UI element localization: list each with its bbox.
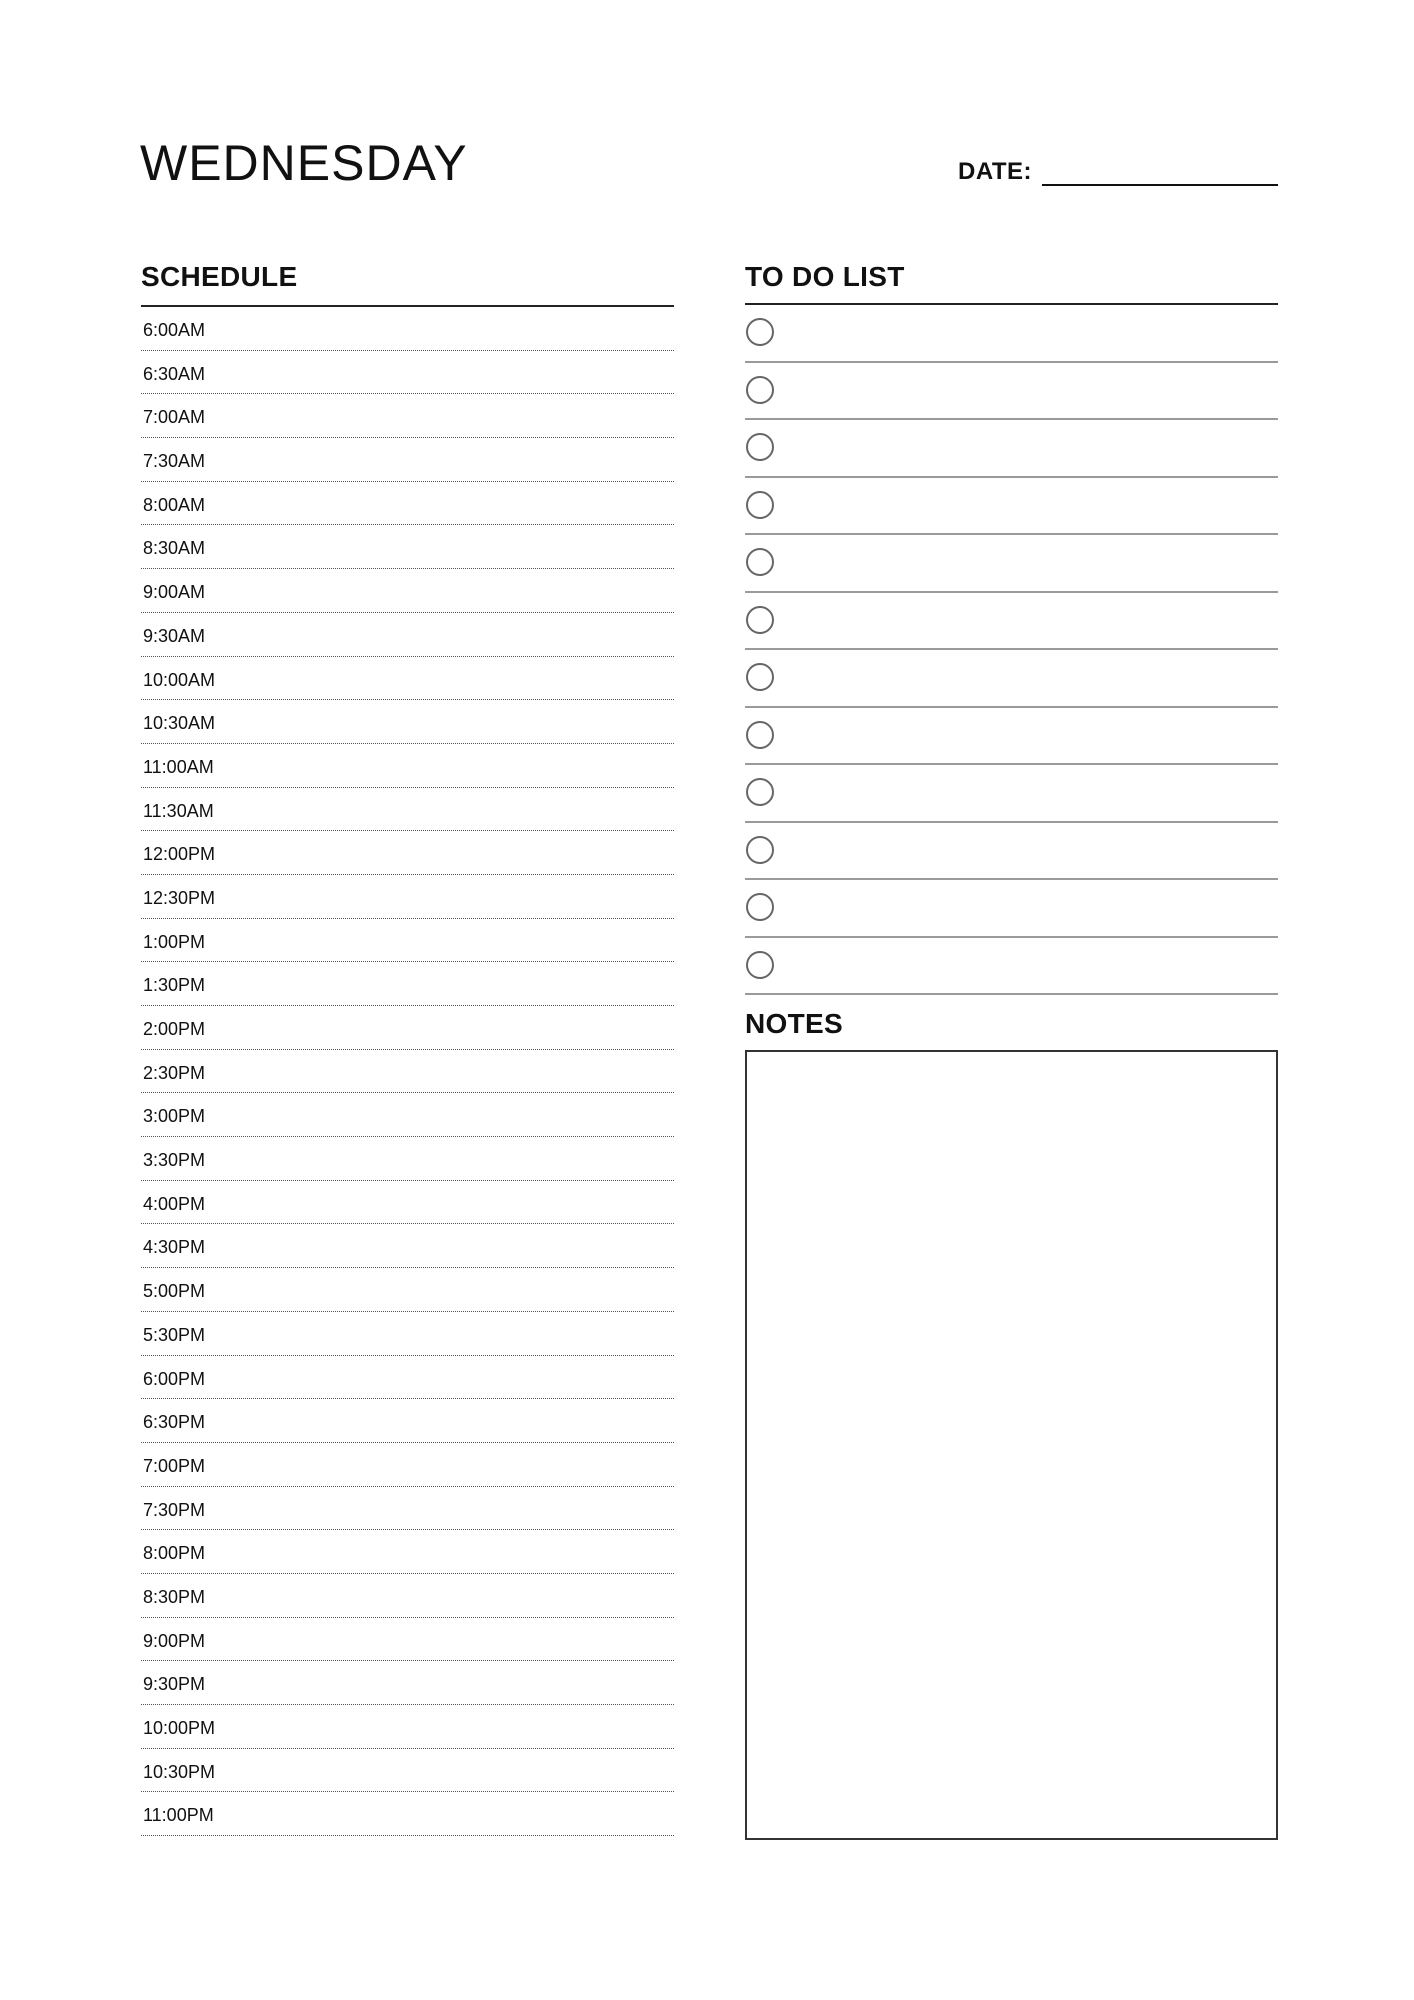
circle-checkbox-icon[interactable]: [746, 433, 774, 461]
circle-checkbox-icon[interactable]: [746, 548, 774, 576]
schedule-time-label: 12:30PM: [143, 887, 216, 908]
schedule-slot[interactable]: [141, 744, 674, 788]
todo-item[interactable]: [745, 938, 1278, 996]
schedule-slot[interactable]: [141, 1705, 674, 1749]
todo-item[interactable]: [745, 305, 1278, 363]
todo-item[interactable]: [745, 708, 1278, 766]
schedule-time-label: 10:30PM: [143, 1761, 216, 1782]
schedule-time-label: 11:00AM: [143, 756, 214, 777]
schedule-time-label: 2:30PM: [143, 1062, 206, 1083]
schedule-time-label: 4:30PM: [143, 1237, 206, 1258]
schedule-slot[interactable]: [141, 307, 674, 351]
schedule-time-label: 9:30PM: [143, 1674, 206, 1695]
schedule-slot[interactable]: [141, 1661, 674, 1705]
notes-title: NOTES: [745, 1008, 843, 1039]
todo-item[interactable]: [745, 363, 1278, 421]
schedule-slot[interactable]: [141, 525, 674, 569]
schedule-time-label: 1:30PM: [143, 975, 206, 996]
schedule-slot[interactable]: [141, 569, 674, 613]
schedule-time-label: 11:30AM: [143, 800, 214, 821]
schedule-slot[interactable]: [141, 1006, 674, 1050]
circle-checkbox-icon[interactable]: [746, 836, 774, 864]
schedule-time-label: 1:00PM: [143, 931, 206, 952]
schedule-time-label: 11:00PM: [143, 1805, 214, 1826]
schedule-time-label: 7:00AM: [143, 407, 206, 428]
schedule-slot[interactable]: [141, 438, 674, 482]
circle-checkbox-icon[interactable]: [746, 491, 774, 519]
schedule-slot[interactable]: [141, 1268, 674, 1312]
schedule-slot[interactable]: [141, 1356, 674, 1400]
schedule-slot[interactable]: [141, 700, 674, 744]
circle-checkbox-icon[interactable]: [746, 778, 774, 806]
page-title: WEDNESDAY: [140, 135, 468, 191]
schedule-slot[interactable]: [141, 657, 674, 701]
circle-checkbox-icon[interactable]: [746, 606, 774, 634]
schedule-time-label: 8:30AM: [143, 538, 206, 559]
schedule-time-label: 7:30AM: [143, 451, 206, 472]
schedule-time-label: 10:00PM: [143, 1718, 216, 1738]
todo-list: [745, 303, 1278, 995]
schedule-time-label: 9:00AM: [143, 582, 206, 603]
schedule-slot[interactable]: [141, 788, 674, 832]
schedule-time-label: 7:30PM: [143, 1499, 206, 1520]
schedule-time-label: 4:00PM: [143, 1193, 206, 1214]
schedule-time-label: 5:00PM: [143, 1281, 206, 1302]
todo-item[interactable]: [745, 593, 1278, 651]
schedule-time-label: 2:00PM: [143, 1019, 206, 1039]
schedule-time-label: 10:00AM: [143, 669, 216, 690]
circle-checkbox-icon[interactable]: [746, 663, 774, 691]
schedule-slot[interactable]: [141, 1618, 674, 1662]
date-input-line[interactable]: [1042, 184, 1278, 186]
date-label: DATE:: [958, 158, 1033, 185]
schedule-slot[interactable]: [141, 875, 674, 919]
todo-title: TO DO LIST: [745, 261, 905, 292]
schedule-time-label: 8:30PM: [143, 1586, 206, 1607]
todo-item[interactable]: [745, 478, 1278, 536]
todo-item[interactable]: [745, 535, 1278, 593]
schedule-slot[interactable]: [141, 1487, 674, 1531]
schedule-slot[interactable]: [141, 1443, 674, 1487]
schedule-slot[interactable]: [141, 394, 674, 438]
date-field: [958, 156, 1278, 190]
circle-checkbox-icon[interactable]: [746, 951, 774, 979]
schedule-slot[interactable]: [141, 919, 674, 963]
todo-item[interactable]: [745, 420, 1278, 478]
schedule-slot[interactable]: [141, 1224, 674, 1268]
schedule-slot[interactable]: [141, 1399, 674, 1443]
circle-checkbox-icon[interactable]: [746, 721, 774, 749]
schedule-slot[interactable]: [141, 1181, 674, 1225]
schedule-time-label: 3:00PM: [143, 1106, 206, 1127]
schedule-title: SCHEDULE: [141, 261, 298, 292]
todo-item[interactable]: [745, 650, 1278, 708]
schedule-slot[interactable]: [141, 962, 674, 1006]
schedule-time-label: 7:00PM: [143, 1455, 206, 1476]
schedule-time-label: 6:00AM: [143, 320, 206, 340]
schedule-list: [141, 305, 674, 1836]
schedule-slot[interactable]: [141, 1050, 674, 1094]
schedule-time-label: 6:30AM: [143, 363, 206, 384]
schedule-slot[interactable]: [141, 613, 674, 657]
schedule-slot[interactable]: [141, 1530, 674, 1574]
schedule-time-label: 3:30PM: [143, 1150, 206, 1171]
schedule-slot[interactable]: [141, 1749, 674, 1793]
schedule-time-label: 5:30PM: [143, 1324, 206, 1345]
schedule-time-label: 9:00PM: [143, 1630, 206, 1651]
schedule-slot[interactable]: [141, 351, 674, 395]
schedule-slot[interactable]: [141, 1093, 674, 1137]
schedule-slot[interactable]: [141, 482, 674, 526]
schedule-slot[interactable]: [141, 1574, 674, 1618]
schedule-time-label: 8:00AM: [143, 494, 206, 515]
circle-checkbox-icon[interactable]: [746, 893, 774, 921]
schedule-time-label: 8:00PM: [143, 1543, 206, 1564]
todo-item[interactable]: [745, 880, 1278, 938]
notes-box[interactable]: [745, 1050, 1278, 1840]
schedule-time-label: 6:30PM: [143, 1412, 206, 1433]
circle-checkbox-icon[interactable]: [746, 376, 774, 404]
schedule-slot[interactable]: [141, 1792, 674, 1836]
schedule-time-label: 9:30AM: [143, 625, 206, 646]
todo-item[interactable]: [745, 823, 1278, 881]
schedule-slot[interactable]: [141, 1312, 674, 1356]
todo-item[interactable]: [745, 765, 1278, 823]
schedule-time-label: 10:30AM: [143, 713, 216, 734]
schedule-slot[interactable]: [141, 831, 674, 875]
schedule-time-label: 12:00PM: [143, 844, 216, 865]
circle-checkbox-icon[interactable]: [746, 318, 774, 346]
schedule-slot[interactable]: [141, 1137, 674, 1181]
schedule-time-label: 6:00PM: [143, 1368, 206, 1389]
